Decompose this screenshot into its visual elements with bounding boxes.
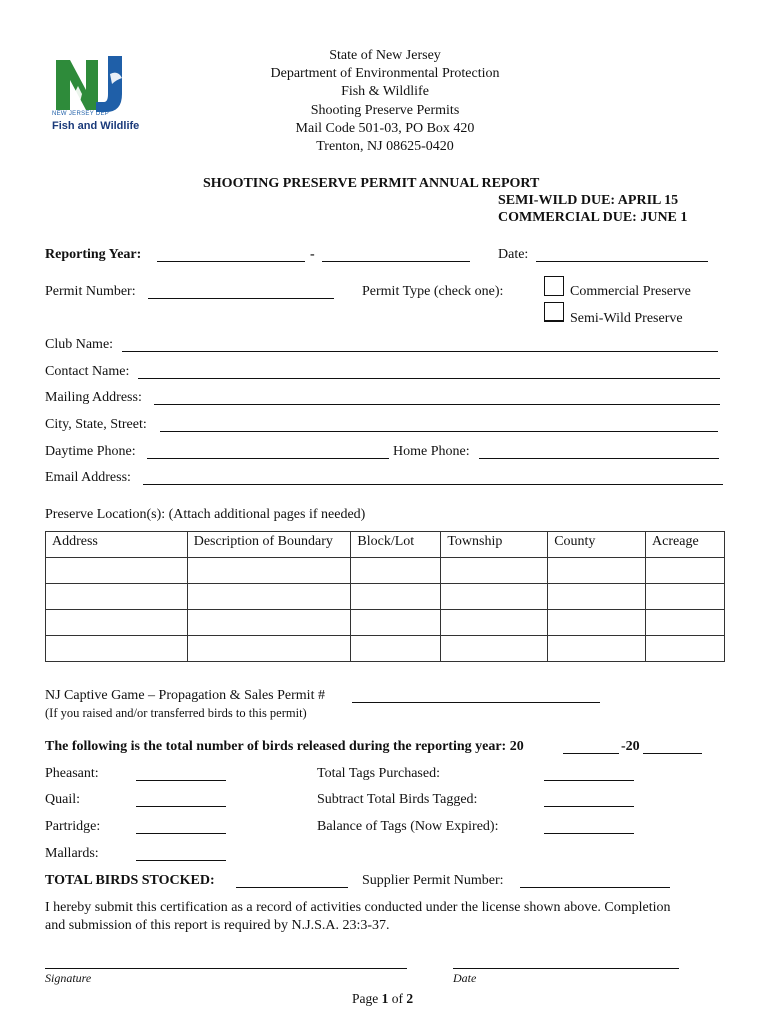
header-line-4: Shooting Preserve Permits [310,102,460,118]
commercial-due: COMMERCIAL DUE: JUNE 1 [498,210,688,225]
certification-line-2: and submission of this report is required by N.J.S.A. 23:3-37. [45,918,390,933]
date-signature-label: Date [453,971,477,985]
mallards-label: Mallards: [45,846,99,861]
supplier-permit-field[interactable] [520,873,670,888]
date-field[interactable] [536,247,708,262]
captive-game-label: NJ Captive Game – Propagation & Sales Permit # [45,688,325,703]
table-cell[interactable] [351,610,441,636]
contact-name-label: Contact Name: [45,364,130,379]
quail-field[interactable] [136,792,226,807]
signature-line[interactable] [45,968,407,969]
table-cell[interactable] [46,584,188,610]
table-cell[interactable] [187,610,351,636]
commercial-checkbox[interactable] [544,276,564,296]
date-signature-line[interactable] [453,968,679,969]
table-cell[interactable] [548,584,646,610]
captive-game-field[interactable] [352,688,600,703]
table-cell[interactable] [46,610,188,636]
table-cell[interactable] [441,610,548,636]
table-cell[interactable] [646,610,725,636]
preserve-locations-table [45,531,725,662]
header-line-5: Mail Code 501-03, PO Box 420 [295,120,475,136]
subtract-tagged-label: Subtract Total Birds Tagged: [317,792,478,807]
semiwild-label: Semi-Wild Preserve [570,311,683,326]
city-state-label: City, State, Street: [45,417,147,432]
table-cell[interactable] [441,584,548,610]
signature-label: Signature [45,971,92,985]
agency-header [230,47,540,156]
captive-game-note: (If you raised and/or transferred birds to this permit) [45,706,307,720]
report-title: SHOOTING PRESERVE PERMIT ANNUAL REPORT [203,176,540,191]
total-stocked-label: TOTAL BIRDS STOCKED: [45,873,215,888]
supplier-permit-label: Supplier Permit Number: [362,873,504,888]
table-row [46,558,725,584]
header-line-1: State of New Jersey [329,48,441,63]
home-phone-label: Home Phone: [393,444,470,459]
header-line-2: Department of Environmental Protection [270,66,500,82]
contact-name-field[interactable] [138,364,720,379]
club-name-label: Club Name: [45,337,114,352]
column-header: Acreage [646,532,725,558]
semiwild-due: SEMI-WILD DUE: APRIL 15 [498,193,679,208]
tags-purchased-field[interactable] [544,766,634,781]
table-cell[interactable] [441,558,548,584]
subtract-tagged-field[interactable] [544,792,634,807]
reporting-year-label: Reporting Year: [45,247,142,262]
mailing-address-label: Mailing Address: [45,390,142,405]
birds-released-intro: The following is the total number of birds released during the reporting year: 20 [45,739,524,754]
table-header-row [46,532,725,558]
year-start-field[interactable] [563,739,619,754]
email-field[interactable] [143,470,723,485]
logo-name: Fish and Wildlife [52,120,140,132]
club-name-field[interactable] [122,337,718,352]
permit-number-field[interactable] [148,284,334,299]
reporting-year-dash: - [310,247,315,262]
mallards-field[interactable] [136,846,226,861]
pheasant-field[interactable] [136,766,226,781]
table-cell[interactable] [441,636,548,662]
balance-tags-label: Balance of Tags (Now Expired): [317,819,499,834]
table-cell[interactable] [646,558,725,584]
quail-label: Quail: [45,792,80,807]
column-header: County [548,532,646,558]
home-phone-field[interactable] [479,444,719,459]
table-cell[interactable] [351,584,441,610]
table-cell[interactable] [548,558,646,584]
tags-purchased-label: Total Tags Purchased: [317,766,440,781]
table-row [46,584,725,610]
reporting-year-end-field[interactable] [322,247,470,262]
table-cell[interactable] [187,584,351,610]
table-cell[interactable] [187,636,351,662]
date-label: Date: [498,247,529,262]
mailing-address-field[interactable] [154,390,720,405]
total-stocked-field[interactable] [236,873,348,888]
page-of: of [391,991,403,1006]
header-line-3: Fish & Wildlife [341,84,429,100]
table-cell[interactable] [548,610,646,636]
column-header: Address [46,532,188,558]
year-dash: -20 [621,739,640,754]
table-cell[interactable] [46,636,188,662]
page-current: 1 [381,991,389,1006]
column-header: Block/Lot [351,532,441,558]
header-line-6: Trenton, NJ 08625-0420 [316,139,454,155]
table-cell[interactable] [646,636,725,662]
permit-type-label: Permit Type (check one): [362,284,504,299]
preserve-locations-label: Preserve Location(s): (Attach additional pages if needed) [45,507,366,522]
permit-number-label: Permit Number: [45,284,136,299]
semiwild-checkbox[interactable] [544,302,564,322]
page-total: 2 [406,991,414,1006]
column-header: Township [441,532,548,558]
email-label: Email Address: [45,470,131,485]
partridge-field[interactable] [136,819,226,834]
balance-tags-field[interactable] [544,819,634,834]
certification-line-1: I hereby submit this certification as a record of activities conducted under the license shown above. Completion [45,900,671,915]
page-word: Page [352,991,379,1006]
commercial-label: Commercial Preserve [570,284,691,299]
page-number [352,991,413,1007]
table-cell[interactable] [351,636,441,662]
table-row [46,610,725,636]
year-end-field[interactable] [643,739,702,754]
daytime-phone-label: Daytime Phone: [45,444,136,459]
nj-fish-wildlife-logo [52,50,152,140]
logo-agency-line: NEW JERSEY DEP [52,111,110,117]
table-cell[interactable] [351,558,441,584]
daytime-phone-field[interactable] [147,444,389,459]
table-cell[interactable] [46,558,188,584]
table-cell[interactable] [646,584,725,610]
table-cell[interactable] [548,636,646,662]
column-header: Description of Boundary [187,532,351,558]
reporting-year-start-field[interactable] [157,247,305,262]
table-cell[interactable] [187,558,351,584]
city-state-field[interactable] [160,417,718,432]
table-row [46,636,725,662]
pheasant-label: Pheasant: [45,766,99,781]
partridge-label: Partridge: [45,819,101,834]
